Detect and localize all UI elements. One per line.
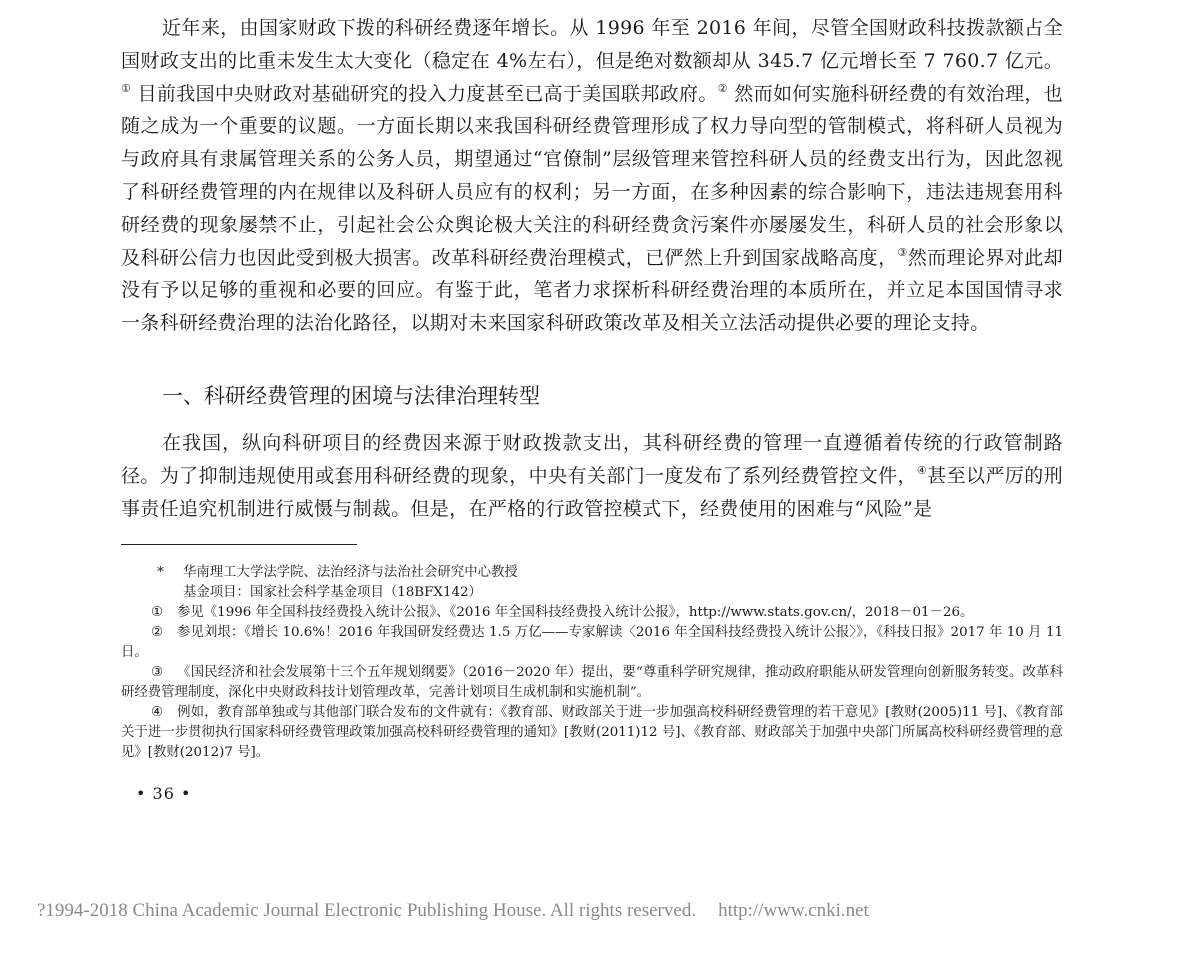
footnote-4-text: 例如，教育部单独或与其他部门联合发布的文件就有：《教育部、财政部关于进一步加强高校科研经费管理的若干意见》[教财(2005)11 号]、《教育部关于进一步贯彻执行国家科研经费管理政策加强高校科研经费管理的通知》[教财(2011)12 号]、《教育部、财政部关于加强中央部门所属高校科研经费管理的意见》[教财(2012)7 号]。 — [121, 705, 1063, 760]
footnote-1-mark: ① — [151, 605, 164, 620]
footnote-1-text: 参见《1996 年全国科技经费投入统计公报》、《2016 年全国科技经费投入统计公报》，http://www.stats.gov.cn/，2018－01－26。 — [177, 605, 974, 620]
footnote-4-mark: ④ — [151, 705, 164, 720]
intro-text-2: 目前我国中央财政对基础研究的投入力度甚至已高于美国联邦政府。 — [131, 82, 718, 105]
intro-text-4: 然而理论界对此却没有予以足够的重视和必要的回应。有鉴于此，笔者力求探析科研经费治理的本质所在，并立足本国国情寻求一条科研经费治理的法治化路径，以期对未来国家科研政策改革及相关立法活动提供必要的理论支持。 — [121, 246, 1063, 335]
footnote-3-text: 《国民经济和社会发展第十三个五年规划纲要》（2016－2020 年）提出，要“尊重科学研究规律，推动政府职能从研发管理向创新服务转变。改革科研经费管理制度，深化中央财政科技计划管理改革，完善计划项目生成机制和实施机制”。 — [121, 665, 1063, 700]
footnote-ref-4[interactable]: ④ — [916, 463, 928, 477]
footnote-2-text: 参见刘垠：《增长 10.6%！2016 年我国研发经费达 1.5 万亿——专家解读〈2016 年全国科技经费投入统计公报〉》，《科技日报》2017 年 10 月 11 日。 — [121, 625, 1063, 660]
copyright-footer — [37, 900, 1037, 922]
footnote-3 — [121, 663, 1063, 703]
footnote-1 — [121, 603, 1063, 623]
footnote-4 — [121, 703, 1063, 763]
footnote-2-mark: ② — [151, 625, 164, 640]
footnote-ref-1[interactable]: ① — [121, 81, 132, 95]
cnki-link[interactable]: http://www.cnki.net — [718, 900, 869, 921]
page-number: • 36 • — [136, 784, 192, 803]
section-text-1: 在我国，纵向科研项目的经费因来源于财政拨款支出，其科研经费的管理一直遵循着传统的行政管制路径。为了抑制违规使用或套用科研经费的现象，中央有关部门一度发布了系列经费管控文件， — [121, 432, 1063, 487]
author-note — [121, 563, 1063, 583]
fund-note — [121, 583, 1063, 603]
footnote-3-mark: ③ — [151, 665, 164, 680]
fund-text: 基金项目：国家社会科学基金项目（18BFX142） — [183, 585, 482, 600]
intro-text-3: 然而如何实施科研经费的有效治理，也随之成为一个重要的议题。一方面长期以来我国科研经费管理形成了权力导向型的管制模式，将科研人员视为与政府具有隶属管理关系的公务人员，期望通过“官僚制”层级管理来管控科研人员的经费支出行为，因此忽视了科研经费管理的内在规律以及科研人员应有的权利；另一方面，在多种因素的综合影响下，违法违规套用科研经费的现象屡禁不止，引起社会公众舆论极大关注的科研经费贪污案件亦屡屡发生，科研人员的社会形象以及科研公信力也因此受到极大损害。改革科研经费治理模式，已俨然上升到国家战略高度， — [121, 82, 1063, 269]
section-paragraph — [121, 427, 1063, 525]
intro-text-1: 近年来，由国家财政下拨的科研经费逐年增长。从 1996 年至 2016 年间，尽管全国财政科技拨款额占全国财政支出的比重未发生太大变化（稳定在 4%左右），但是绝对数额却从 345.7 亿元增长至 7 760.7 亿元。 — [121, 17, 1063, 72]
intro-paragraph — [121, 12, 1063, 340]
section-heading: 一、科研经费管理的困境与法律治理转型 — [162, 384, 540, 408]
footnote-ref-3[interactable]: ③ — [897, 245, 908, 259]
section-text-2: 甚至以严厉的刑事责任追究机制进行威慑与制裁。但是，在严格的行政管控模式下，经费使用的困难与“风险”是 — [121, 464, 1063, 520]
footnote-divider — [121, 544, 357, 545]
footnote-ref-2[interactable]: ② — [717, 81, 728, 95]
copyright-text: ?1994-2018 China Academic Journal Electronic Publishing House. All rights reserved. — [37, 900, 697, 921]
footnotes — [121, 563, 1063, 763]
author-affiliation: 华南理工大学法学院、法治经济与法治社会研究中心教授 — [183, 565, 518, 580]
footnote-2 — [121, 623, 1063, 663]
author-note-mark: * — [157, 565, 164, 580]
